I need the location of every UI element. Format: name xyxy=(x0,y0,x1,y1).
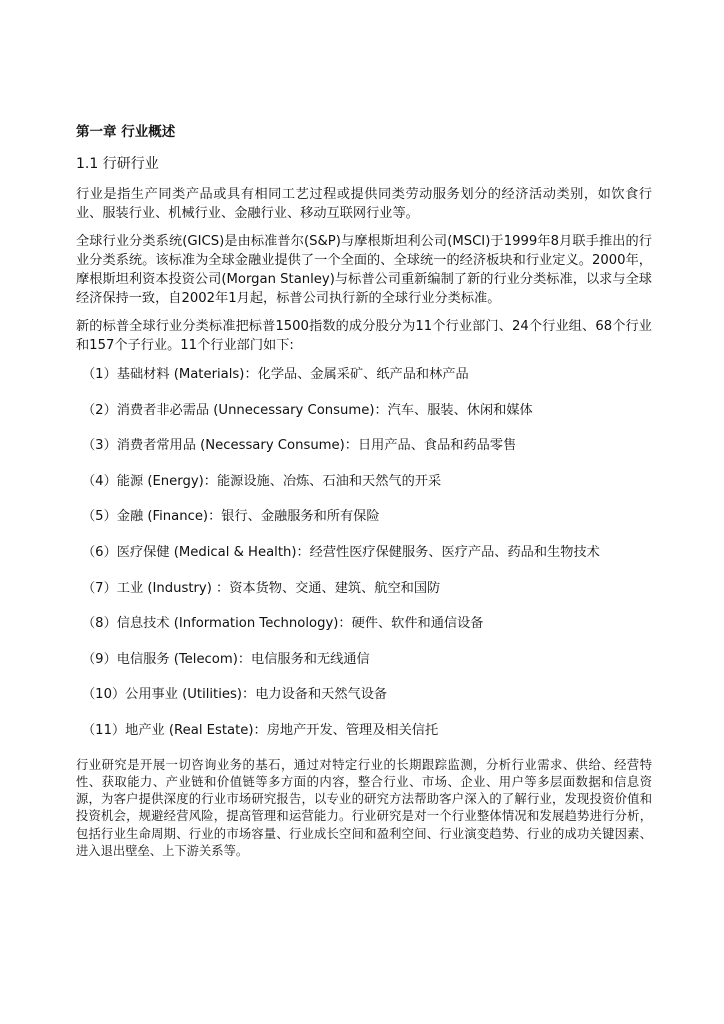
sector-item-materials: （1）基础材料 (Materials)：化学品、金属采矿、纸产品和林产品 xyxy=(82,367,469,382)
paragraph-industry-definition: 行业是指生产同类产品或具有相同工艺过程或提供同类劳动服务划分的经济活动类别，如饮食行业、服装行业、机械行业、金融行业、移动互联网行业等。 xyxy=(76,187,652,221)
sector-list xyxy=(76,365,652,740)
sector-item-energy: （4）能源 (Energy)：能源设施、冶炼、石油和天然气的开采 xyxy=(82,473,442,489)
sector-item-consumer-discretionary: （2）消费者非必需品 (Unnecessary Consume)：汽车、服装、休闲和媒体 xyxy=(82,402,533,418)
sector-item-finance: （5）金融 (Finance)：银行、金融服务和所有保险 xyxy=(82,509,380,525)
paragraph-industry-research: 行业研究是开展一切咨询业务的基石，通过对特定行业的长期跟踪监测，分析行业需求、供给、经营特性、获取能力、产业链和价值链等多方面的内容，整合行业、市场、企业、用户等多层面数据和信息资源，为客户提供深度的行业市场研究报告，以专业的研究方法帮助客户深入的了解行业，发现投资价值和投资机会，规避经营风险，提高管理和运营能力。行业研究是对一个行业整体情况和发展趋势进行分析，包括行业生命周期、行业的市场容量、行业成长空间和盈利空间、行业演变趋势、行业的成功关键因素、进入退出壁垒、上下游关系等。 xyxy=(76,757,652,859)
sector-item-telecom: （9）电信服务 (Telecom)：电信服务和无线通信 xyxy=(82,651,370,667)
sector-item-consumer-staples: （3）消费者常用品 (Necessary Consume)：日用产品、食品和药品零售 xyxy=(82,438,517,454)
sector-item-real-estate: （11）地产业 (Real Estate)：房地产开发、管理及相关信托 xyxy=(82,722,439,738)
sector-item-utilities: （10）公用事业 (Utilities)：电力设备和天然气设备 xyxy=(82,687,388,703)
paragraph-sp-classification: 新的标普全球行业分类标准把标普1500指数的成分股分为11个行业部门、24个行业组、68个行业和157个子行业。11个行业部门如下: xyxy=(76,319,652,353)
paragraph-gics: 全球行业分类系统(GICS)是由标准普尔(S&P)与摩根斯坦利公司(MSCI)于1999年8月联手推出的行业分类系统。该标准为全球金融业提供了一个全面的、全球统一的经济板块和行业定义。2000年，摩根斯坦利资本投资公司(Morgan Stanley)与标普公司重新编制了新的行业分类标准，以求与全球经济保持一致，自2002年1月起，标普公司执行新的全球行业分类标准。 xyxy=(76,234,652,306)
document-page xyxy=(76,122,652,860)
chapter-title: 第一章 行业概述 xyxy=(76,124,176,140)
sector-item-industry: （7）工业 (Industry) ：资本货物、交通、建筑、航空和国防 xyxy=(82,580,441,596)
sector-item-health: （6）医疗保健 (Medical & Health)：经营性医疗保健服务、医疗产品、药品和生物技术 xyxy=(82,544,600,560)
section-title: 1.1 行研行业 xyxy=(76,156,159,172)
sector-item-information-technology: （8）信息技术 (Information Technology)：硬件、软件和通信设备 xyxy=(82,616,484,632)
